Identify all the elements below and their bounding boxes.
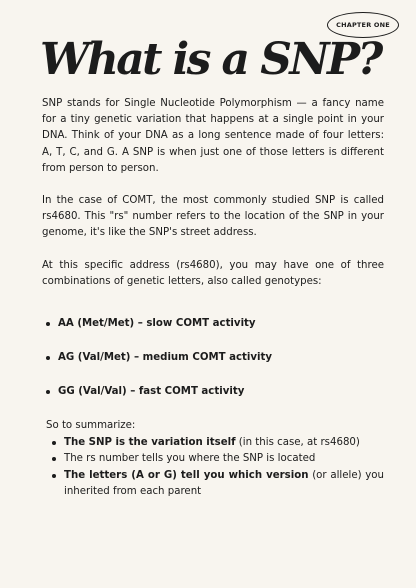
genotype-list [42, 316, 384, 400]
genotype-item-aa: AA (Met/Met) – slow COMT activity [42, 316, 384, 332]
summary-item [42, 435, 384, 451]
summary-item-bold: The SNP is the variation itself [64, 437, 236, 449]
summary-item-text: (or allele) you inherited from each parent [64, 469, 384, 497]
summary-item [42, 451, 384, 467]
page-title: What is a SNP? [40, 34, 381, 85]
chapter-badge-label: CHAPTER ONE [336, 21, 390, 29]
summary-list [42, 435, 384, 500]
genotype-paragraph: At this specific address (rs4680), you may have one of three combinations of genetic letters, also called genotypes: [42, 259, 384, 287]
summary-item-text: The rs number tells you where the SNP is located [64, 453, 316, 465]
intro-paragraph: SNP stands for Single Nucleotide Polymorphism — a fancy name for a tiny genetic variation that happens at a single point in your DNA. Think of your DNA as a long sentence made of four letters: A, T, C, and G. A SNP is when just one of those letters is different from person to person. [42, 98, 384, 174]
main-content [42, 96, 384, 500]
summary-item-text: (in this case, at rs4680) [235, 437, 360, 449]
summary-item [42, 468, 384, 500]
summary-item-bold: The letters (A or G) tell you which version [64, 469, 309, 481]
comt-paragraph: In the case of COMT, the most commonly studied SNP is called rs4680. This "rs" number refers to the location of the SNP in your genome, it's like the SNP's street address. [42, 195, 384, 239]
summary-intro: So to summarize: [46, 420, 136, 432]
genotype-item-ag: AG (Val/Met) – medium COMT activity [42, 350, 384, 366]
genotype-item-gg: GG (Val/Val) – fast COMT activity [42, 384, 384, 400]
